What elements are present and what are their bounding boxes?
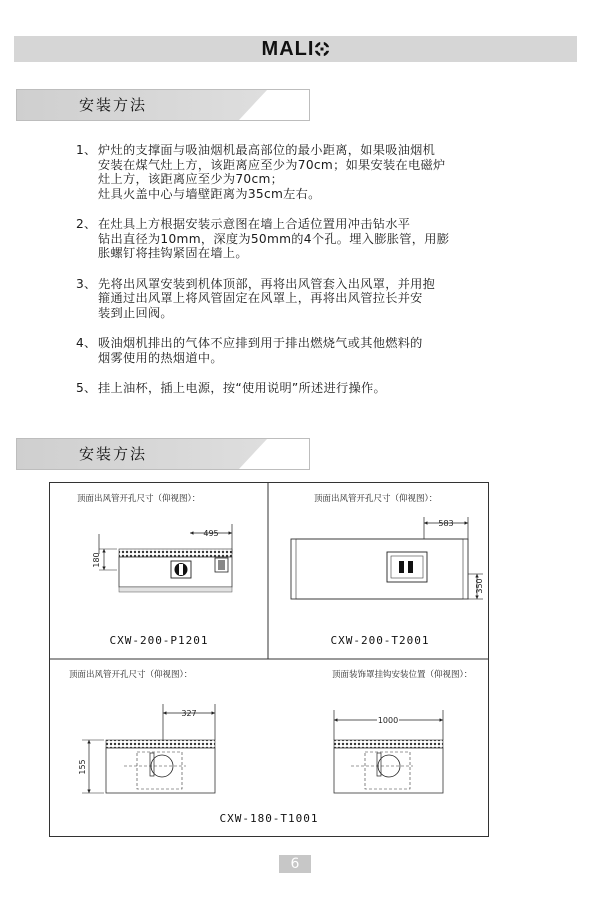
instruction-list <box>76 143 526 412</box>
dimension-label: 180 <box>92 552 101 568</box>
model-label: CXW-180-T1001 <box>219 812 319 825</box>
dimension-label: 1000 <box>377 716 399 725</box>
panel-p1201 <box>77 493 232 647</box>
brand-logo <box>14 36 577 62</box>
section-header-1 <box>16 89 310 121</box>
item-number: 1、 <box>76 143 97 157</box>
item-line: 胀螺钉将挂钩紧固在墙上。 <box>98 246 248 260</box>
section-title-2: 安装方法 <box>79 445 148 463</box>
hood-outline <box>291 539 468 599</box>
panel-label: 顶面出风管开孔尺寸（仰视图）： <box>77 494 201 504</box>
item-line: 钻出直径为10mm，深度为50mm的4个孔。埋入膨胀管，用膨 <box>98 231 450 246</box>
page-number: 6 <box>279 855 311 873</box>
item-line: 在灶具上方根据安装示意图在墙上合适位置用冲击钻水平 <box>98 217 411 231</box>
instruction-item-4 <box>76 336 526 365</box>
section-header-bg <box>17 90 309 120</box>
panel-t2001 <box>291 493 484 647</box>
instruction-item-1 <box>76 143 526 201</box>
dimension-label: 327 <box>181 709 197 718</box>
dimension-label: 155 <box>78 759 87 775</box>
model-label: CXW-200-T2001 <box>330 634 430 647</box>
hood-top-strip <box>106 740 215 748</box>
item-line: 灶具火盖中心与墙壁距离为35cm左右。 <box>98 186 321 201</box>
dimension-label: 495 <box>203 529 219 538</box>
panel-label: 顶面装饰罩挂钩安装位置（仰视图）： <box>332 670 473 680</box>
hood-top-strip <box>119 549 232 557</box>
section-title-1: 安装方法 <box>79 96 148 114</box>
item-line: 安装在煤气灶上方，该距离应至少为70cm；如果安装在电磁炉 <box>98 157 446 172</box>
header-bar <box>14 36 577 62</box>
item-line: 吸油烟机排出的气体不应排到用于排出燃烧气或其他燃料的 <box>98 336 423 350</box>
item-line: 炉灶的支撑面与吸油烟机最高部位的最小距离，如果吸油烟机 <box>98 143 436 157</box>
item-line: 装到止回阀。 <box>98 305 173 320</box>
section-header-bg <box>17 439 309 469</box>
item-line: 灶上方，该距离应至少为70cm； <box>98 172 284 186</box>
instruction-item-5 <box>76 381 526 396</box>
instruction-item-3 <box>76 277 526 321</box>
installation-diagram <box>49 482 489 837</box>
item-line: 挂上油杯，插上电源，按“使用说明”所述进行操作。 <box>98 381 386 395</box>
item-number: 5、 <box>76 381 97 395</box>
panel-t1001-right <box>332 669 472 793</box>
hood-top-strip <box>334 740 443 748</box>
panel-label: 顶面出风管开孔尺寸（仰视图）： <box>314 494 438 504</box>
panel-label: 顶面出风管开孔尺寸（仰视图）： <box>69 670 193 680</box>
brand-text: MALI <box>261 37 315 60</box>
brand-o-icon <box>315 42 329 56</box>
instruction-item-2 <box>76 217 526 261</box>
item-line: 先将出风罩安装到机体顶部，再将出风管套入出风罩，并用抱 <box>98 276 436 291</box>
item-number: 4、 <box>76 336 97 350</box>
panel-t1001-left <box>69 669 215 793</box>
section-header-2 <box>16 438 310 470</box>
item-number: 3、 <box>76 276 97 291</box>
dimension-label: 350 <box>475 578 484 594</box>
item-line: 烟雾使用的热烟道中。 <box>98 350 223 365</box>
model-label: CXW-200-P1201 <box>109 634 209 647</box>
dimension-label: 583 <box>438 519 454 528</box>
item-line: 箍通过出风罩上将风管固定在风罩上，再将出风管拉长并安 <box>98 291 423 305</box>
item-number: 2、 <box>76 217 97 231</box>
